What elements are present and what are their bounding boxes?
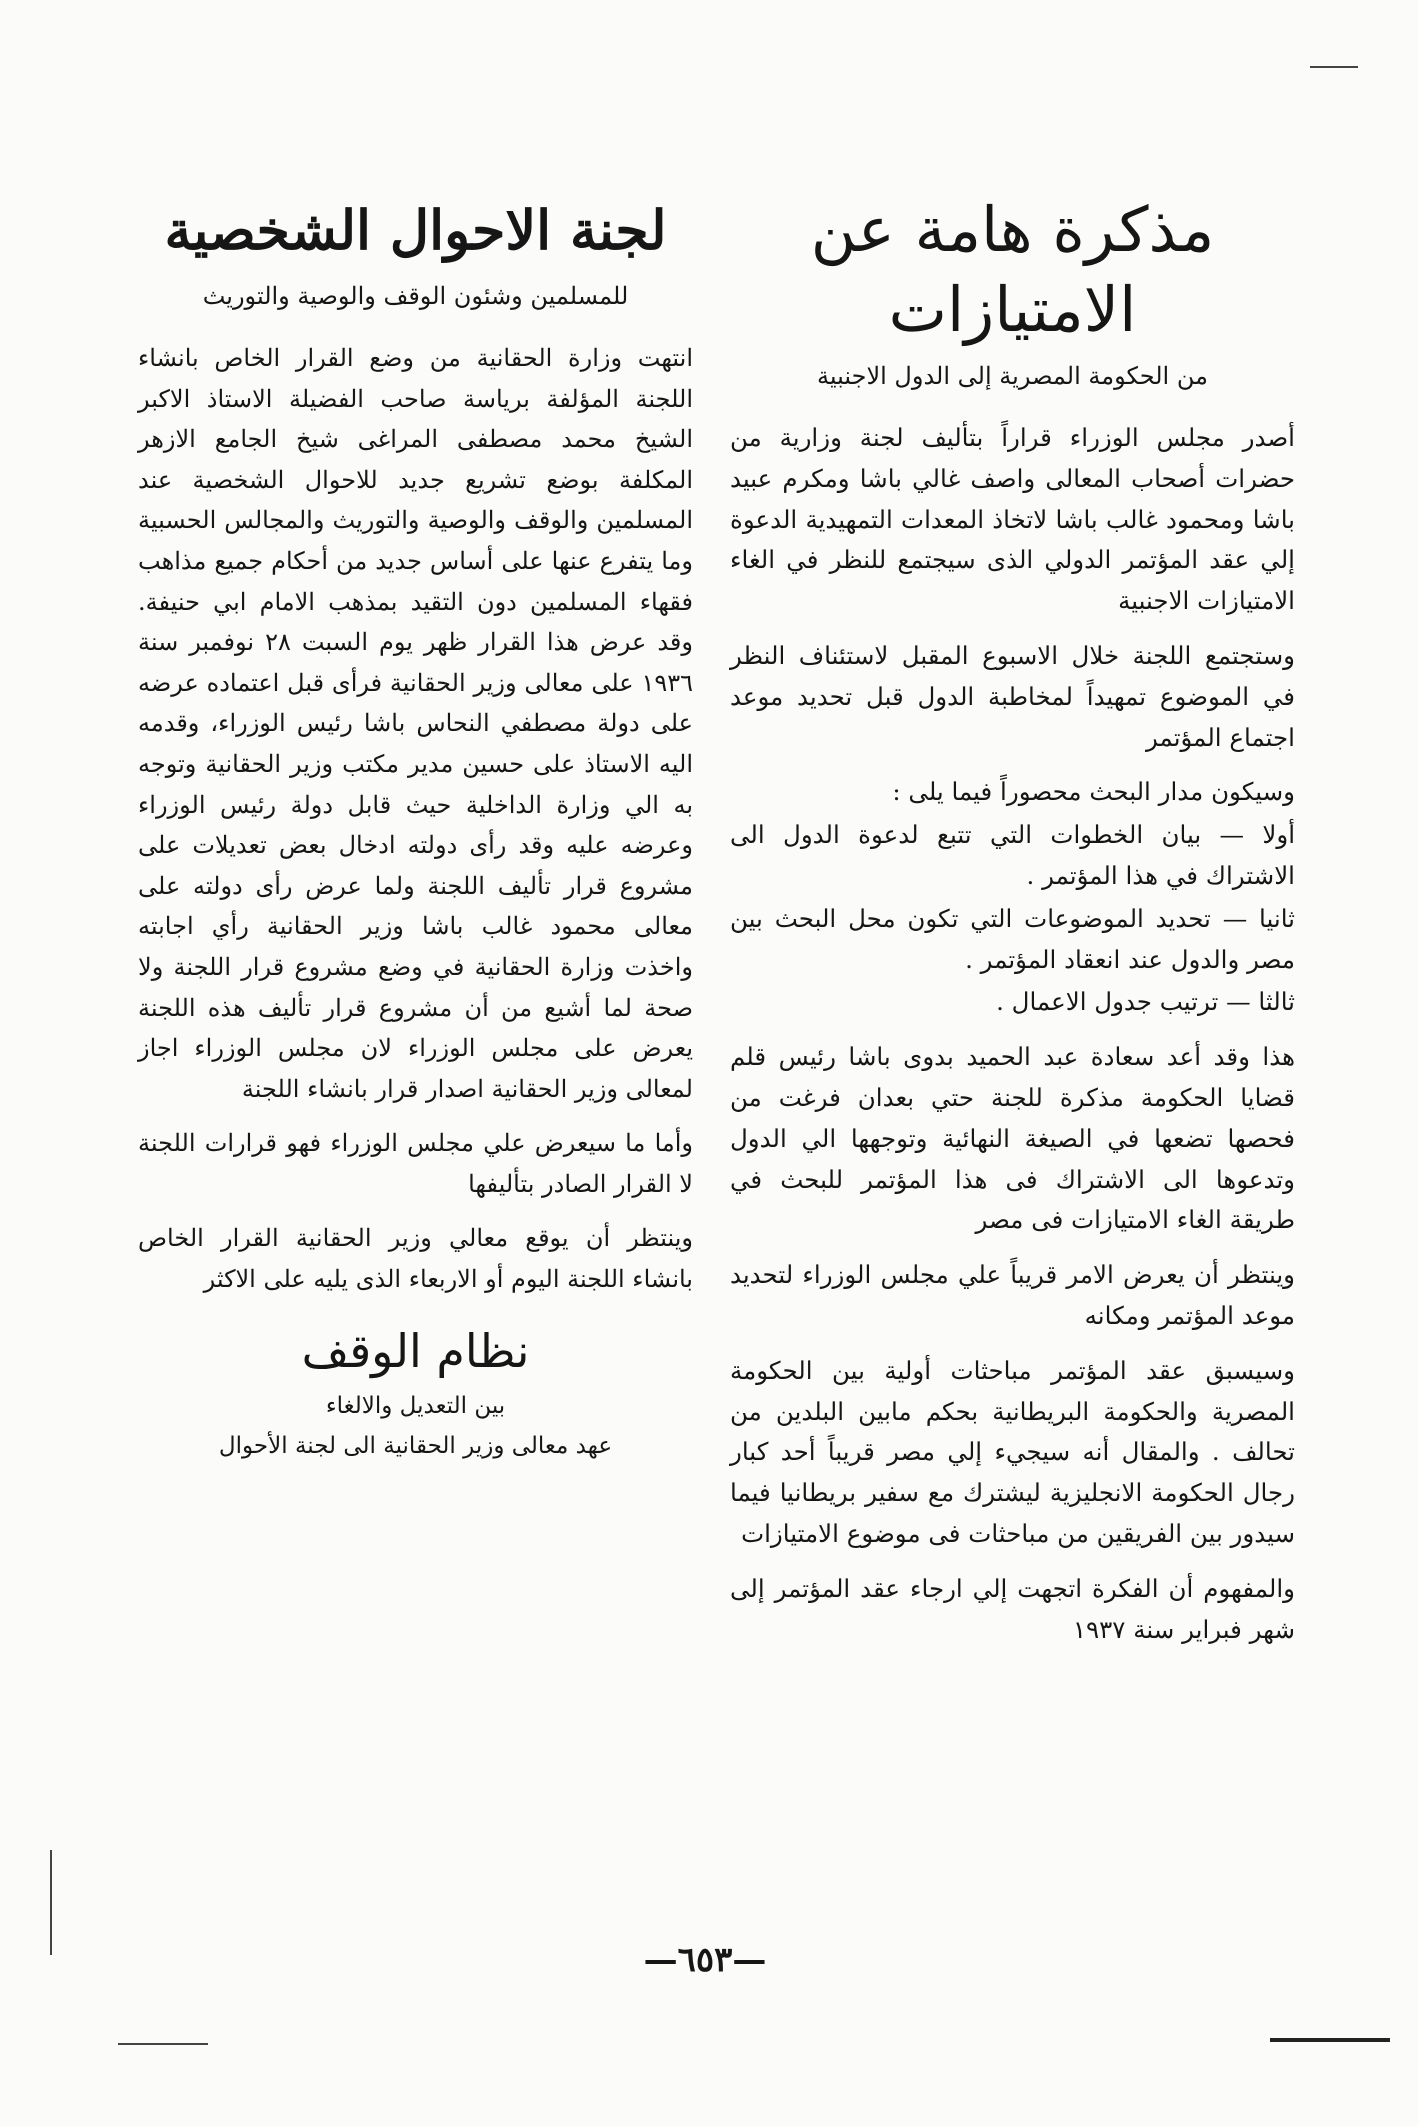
section-heading-waqf: نظام الوقف <box>301 1323 530 1378</box>
scan-mark-bottom-right <box>1270 2038 1390 2042</box>
article-paragraph: وستجتمع اللجنة خلال الاسبوع المقبل لاستئناف النظر في الموضوع تمهيداً لمخاطبة الدول قبل تحديد موعد اجتماع المؤتمر <box>730 640 1295 752</box>
article-paragraph: انتهت وزارة الحقانية من وضع القرار الخاص بانشاء اللجنة المؤلفة برياسة صاحب الفضيلة الاستاذ الاكبر الشيخ محمد مصطفى المراغى شيخ الجامع الازهر المكلفة بوضع تشريع جديد للاحوال الشخصية عند المسلمين والوقف والوصية والتوريث والمجالس الحسبية وما يتفرع عنها على أساس جديد من أحكام جميع مذاهب فقهاء المسلمين دون التقيد بمذهب الامام ابي حنيفة. وقد عرض هذا القرار ظهر يوم السبت ٢٨ نوفمبر سنة ١٩٣٦ على معالى وزير الحقانية فرأى قبل اعتماده عرضه على دولة مصطفي النحاس باشا رئيس الوزراء، وقدمه اليه الاستاذ على حسين مدير مكتب وزير الحقانية وتوجه به الي وزارة الداخلية حيث قابل دولة رئيس الوزراء وعرضه عليه وقد رأى دولته ادخال بعض تعديلات على مشروع قرار تأليف اللجنة ولما عرض رأى دولته على معالى محمود غالب باشا وزير الحقانية رأي اجابته واخذت وزارة الحقانية في وضع مشروع قرار اللجنة ولا صحة لما أشيع من أن مشروع قرار تأليف هذه اللجنة يعرض على مجلس الوزراء لان مجلس الوزراء اجاز لمعالى وزير الحقانية اصدار قرار بانشاء اللجنة <box>138 344 693 1103</box>
article-paragraph: وينتظر أن يوقع معالي وزير الحقانية القرار الخاص بانشاء اللجنة اليوم أو الاربعاء الذى يليه على الاكثر <box>138 1224 693 1294</box>
scan-mark-bottom-left <box>118 2043 208 2045</box>
article-title-capitulations: مذكرة هامة عن الامتيازات <box>810 193 1215 346</box>
article-paragraph: والمفهوم أن الفكرة اتجهت إلي ارجاء عقد المؤتمر إلى شهر فبراير سنة ١٩٣٧ <box>730 1573 1295 1644</box>
article-subtitle-personal-status: للمسلمين وشئون الوقف والوصية والتوريث <box>202 282 629 310</box>
article-list-item: ثانيا — تحديد الموضوعات التي تكون محل البحث بين مصر والدول عند انعقاد المؤتمر . <box>730 903 1295 974</box>
article-paragraph: هذا وقد أعد سعادة عبد الحميد بدوى باشا رئيس قلم قضايا الحكومة مذكرة للجنة حتي بعدان فرغت من فحصها تضعها في الصيغة النهائية وتوجهها الي الدول وتدعوها الى الاشتراك فى هذا المؤتمر للبحث في طريقة الغاء الامتيازات فى مصر <box>730 1042 1295 1235</box>
right-column-article <box>730 190 1295 1664</box>
left-column-article <box>138 190 693 1466</box>
article-paragraph: وأما ما سيعرض علي مجلس الوزراء فهو قرارات اللجنة لا القرار الصادر بتأليفها <box>138 1129 693 1198</box>
article-paragraph: أصدر مجلس الوزراء قراراً بتأليف لجنة وزارية من حضرات أصحاب المعالى واصف غالي باشا ومكرم عبيد باشا ومحمود غالب باشا لاتخاذ المعدات التمهيدية الدعوة إلي عقد المؤتمر الدولي الذى سيجتمع للنظر في الغاء الامتيازات الاجنبية <box>730 423 1295 616</box>
article-list-item: ثالثا — ترتيب جدول الاعمال . <box>996 987 1295 1017</box>
article-paragraph: وينتظر أن يعرض الامر قريباً علي مجلس الوزراء لتحديد موعد المؤتمر ومكانه <box>730 1260 1295 1330</box>
section-first-line: عهد معالى وزير الحقانية الى لجنة الأحوال <box>218 1432 613 1459</box>
article-list-item: أولا — بيان الخطوات التي تتبع لدعوة الدول الى الاشتراك في هذا المؤتمر . <box>730 820 1295 890</box>
page-number: —٦٥٣— <box>643 1940 767 1980</box>
article-paragraph: وسيكون مدار البحث محصوراً فيما يلى : <box>892 777 1295 807</box>
scan-mark-left <box>50 1850 52 1955</box>
scan-mark-top-right <box>1310 66 1358 68</box>
article-paragraph: وسيسبق عقد المؤتمر مباحثات أولية بين الحكومة المصرية والحكومة البريطانية بحكم مابين البلدين من تحالف . والمقال أنه سيجيء إلي مصر قريباً أحد كبار رجال الحكومة الانجليزية ليشترك مع سفير بريطانيا فيما سيدور بين الفريقين من مباحثات فى موضوع الامتيازات <box>730 1355 1295 1548</box>
article-subtitle-capitulations: من الحكومة المصرية إلى الدول الاجنبية <box>817 362 1208 390</box>
article-title-personal-status: لجنة الاحوال الشخصية <box>164 198 667 262</box>
section-subheading: بين التعديل والالغاء <box>325 1392 506 1419</box>
